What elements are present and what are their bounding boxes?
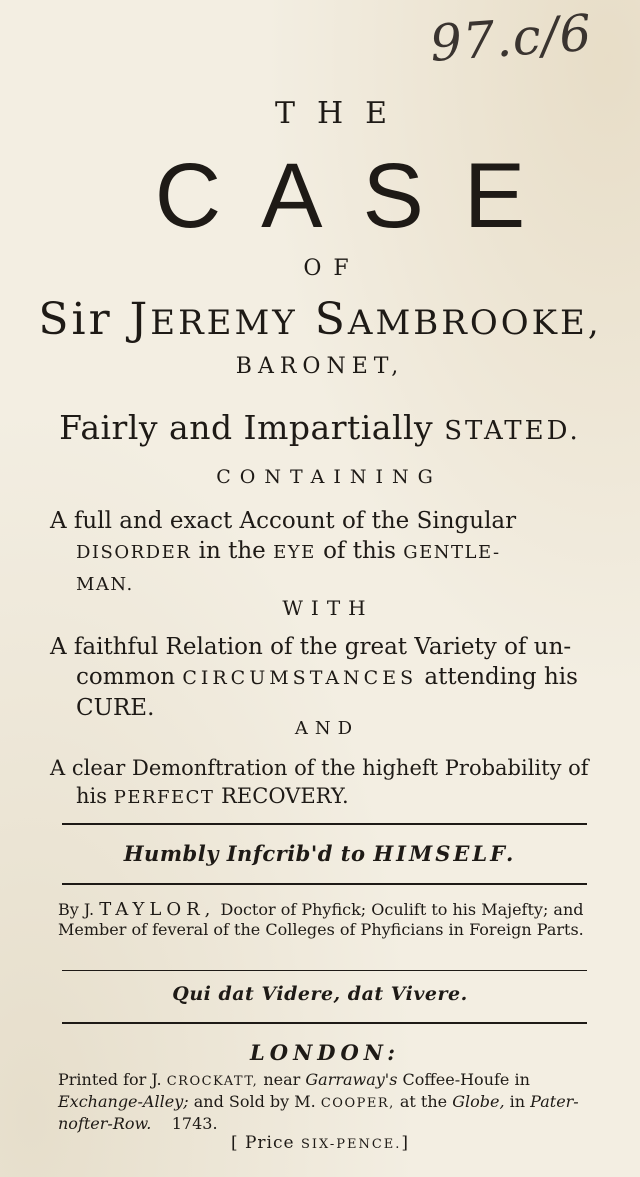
- imprint-globe: Globe,: [452, 1092, 505, 1111]
- title-stated: STATED.: [444, 416, 581, 446]
- title-the: THE: [274, 96, 410, 131]
- para3-recovery: RECOVERY.: [221, 784, 349, 808]
- dedication: [0, 841, 640, 866]
- author-taylor: TAYLOR,: [99, 899, 216, 920]
- para2-cure: CURE.: [76, 695, 155, 721]
- para2-text-c: attending his: [424, 664, 578, 690]
- title-fairly: Fairly and Impartially: [59, 408, 434, 447]
- imprint-coffee: Coffee-Houfe in: [402, 1070, 530, 1089]
- divider-rule: [62, 823, 587, 825]
- title-last-rest: AMBROOKE,: [347, 303, 602, 343]
- para3-text-b: his: [76, 784, 108, 808]
- imprint: [58, 1070, 618, 1134]
- imprint-cooper: COOPER,: [320, 1096, 395, 1111]
- dedication-himself: HIMSELF.: [373, 841, 517, 866]
- shelfmark-handwritten: 97.c/6: [428, 3, 595, 73]
- para1-disorder: DISORDER: [76, 542, 192, 563]
- imprint-paternoster: Pater-nofter-Row.: [58, 1092, 579, 1133]
- para1-man: MAN.: [76, 574, 134, 595]
- title-last-initial: S: [314, 294, 348, 345]
- title-first-initial: J: [129, 294, 151, 345]
- para1-gentle: GENTLE-: [403, 542, 501, 563]
- section-with: WITH: [282, 596, 374, 620]
- price: [0, 1133, 640, 1153]
- title-case: CASE: [154, 145, 566, 247]
- para2-text-a: A faithful Relation of the great Variety of un-: [50, 634, 572, 660]
- motto: Qui dat Videre, dat Vivere.: [172, 983, 468, 1005]
- price-open: [ Price: [230, 1133, 295, 1153]
- divider-rule: [62, 1022, 587, 1024]
- paragraph-circumstances: [50, 632, 620, 723]
- imprint-crockatt: CROCKATT,: [166, 1074, 259, 1089]
- para1-eye: EYE: [273, 542, 316, 563]
- title-baronet: BARONET,: [235, 354, 405, 379]
- imprint-garraway: Garraway's: [305, 1070, 398, 1089]
- title-fairly-stated: [0, 408, 640, 447]
- section-and: AND: [294, 718, 360, 739]
- para1-text-b: in the: [198, 538, 266, 564]
- imprint-sold: and Sold by M.: [193, 1092, 316, 1111]
- para1-text-a: A full and exact Account of the Singular: [50, 508, 517, 534]
- title-name: [0, 294, 640, 345]
- para1-text-c: of this: [323, 538, 396, 564]
- imprint-printed-for: Printed for J.: [58, 1070, 162, 1089]
- price-close: ]: [401, 1133, 410, 1153]
- title-of: OF: [303, 256, 361, 281]
- imprint-year: 1743.: [171, 1114, 218, 1133]
- title-first-rest: EREMY: [150, 303, 298, 343]
- imprint-near: near: [263, 1070, 301, 1089]
- paragraph-recovery: [50, 754, 620, 812]
- para3-perfect: PERFECT: [113, 787, 215, 808]
- para2-text-b: common: [76, 664, 176, 690]
- imprint-city: LONDON:: [250, 1040, 400, 1065]
- imprint-at-the: at the: [399, 1092, 448, 1111]
- imprint-exchange: Exchange-Alley;: [58, 1092, 189, 1111]
- para2-circumstances: CIRCUMSTANCES: [182, 667, 418, 689]
- author-credentials: Doctor of Phyfick; Oculift to his Majefty; and Member of feveral of the Colleges of Phyficians in Foreign Parts.: [58, 900, 584, 939]
- paragraph-disorder: [50, 506, 620, 600]
- author-by: By J.: [58, 900, 95, 919]
- para3-text-a: A clear Demonftration of the higheft Probability of: [50, 756, 589, 780]
- section-containing: CONTAINING: [216, 466, 442, 488]
- title-sir: Sir: [38, 294, 113, 345]
- price-sixpence: SIX-PENCE.: [300, 1137, 402, 1152]
- divider-rule: [62, 970, 587, 971]
- author-statement: [58, 900, 618, 940]
- imprint-in: in: [509, 1092, 526, 1111]
- divider-rule: [62, 883, 587, 885]
- dedication-text: Humbly Infcrib'd to: [123, 841, 366, 866]
